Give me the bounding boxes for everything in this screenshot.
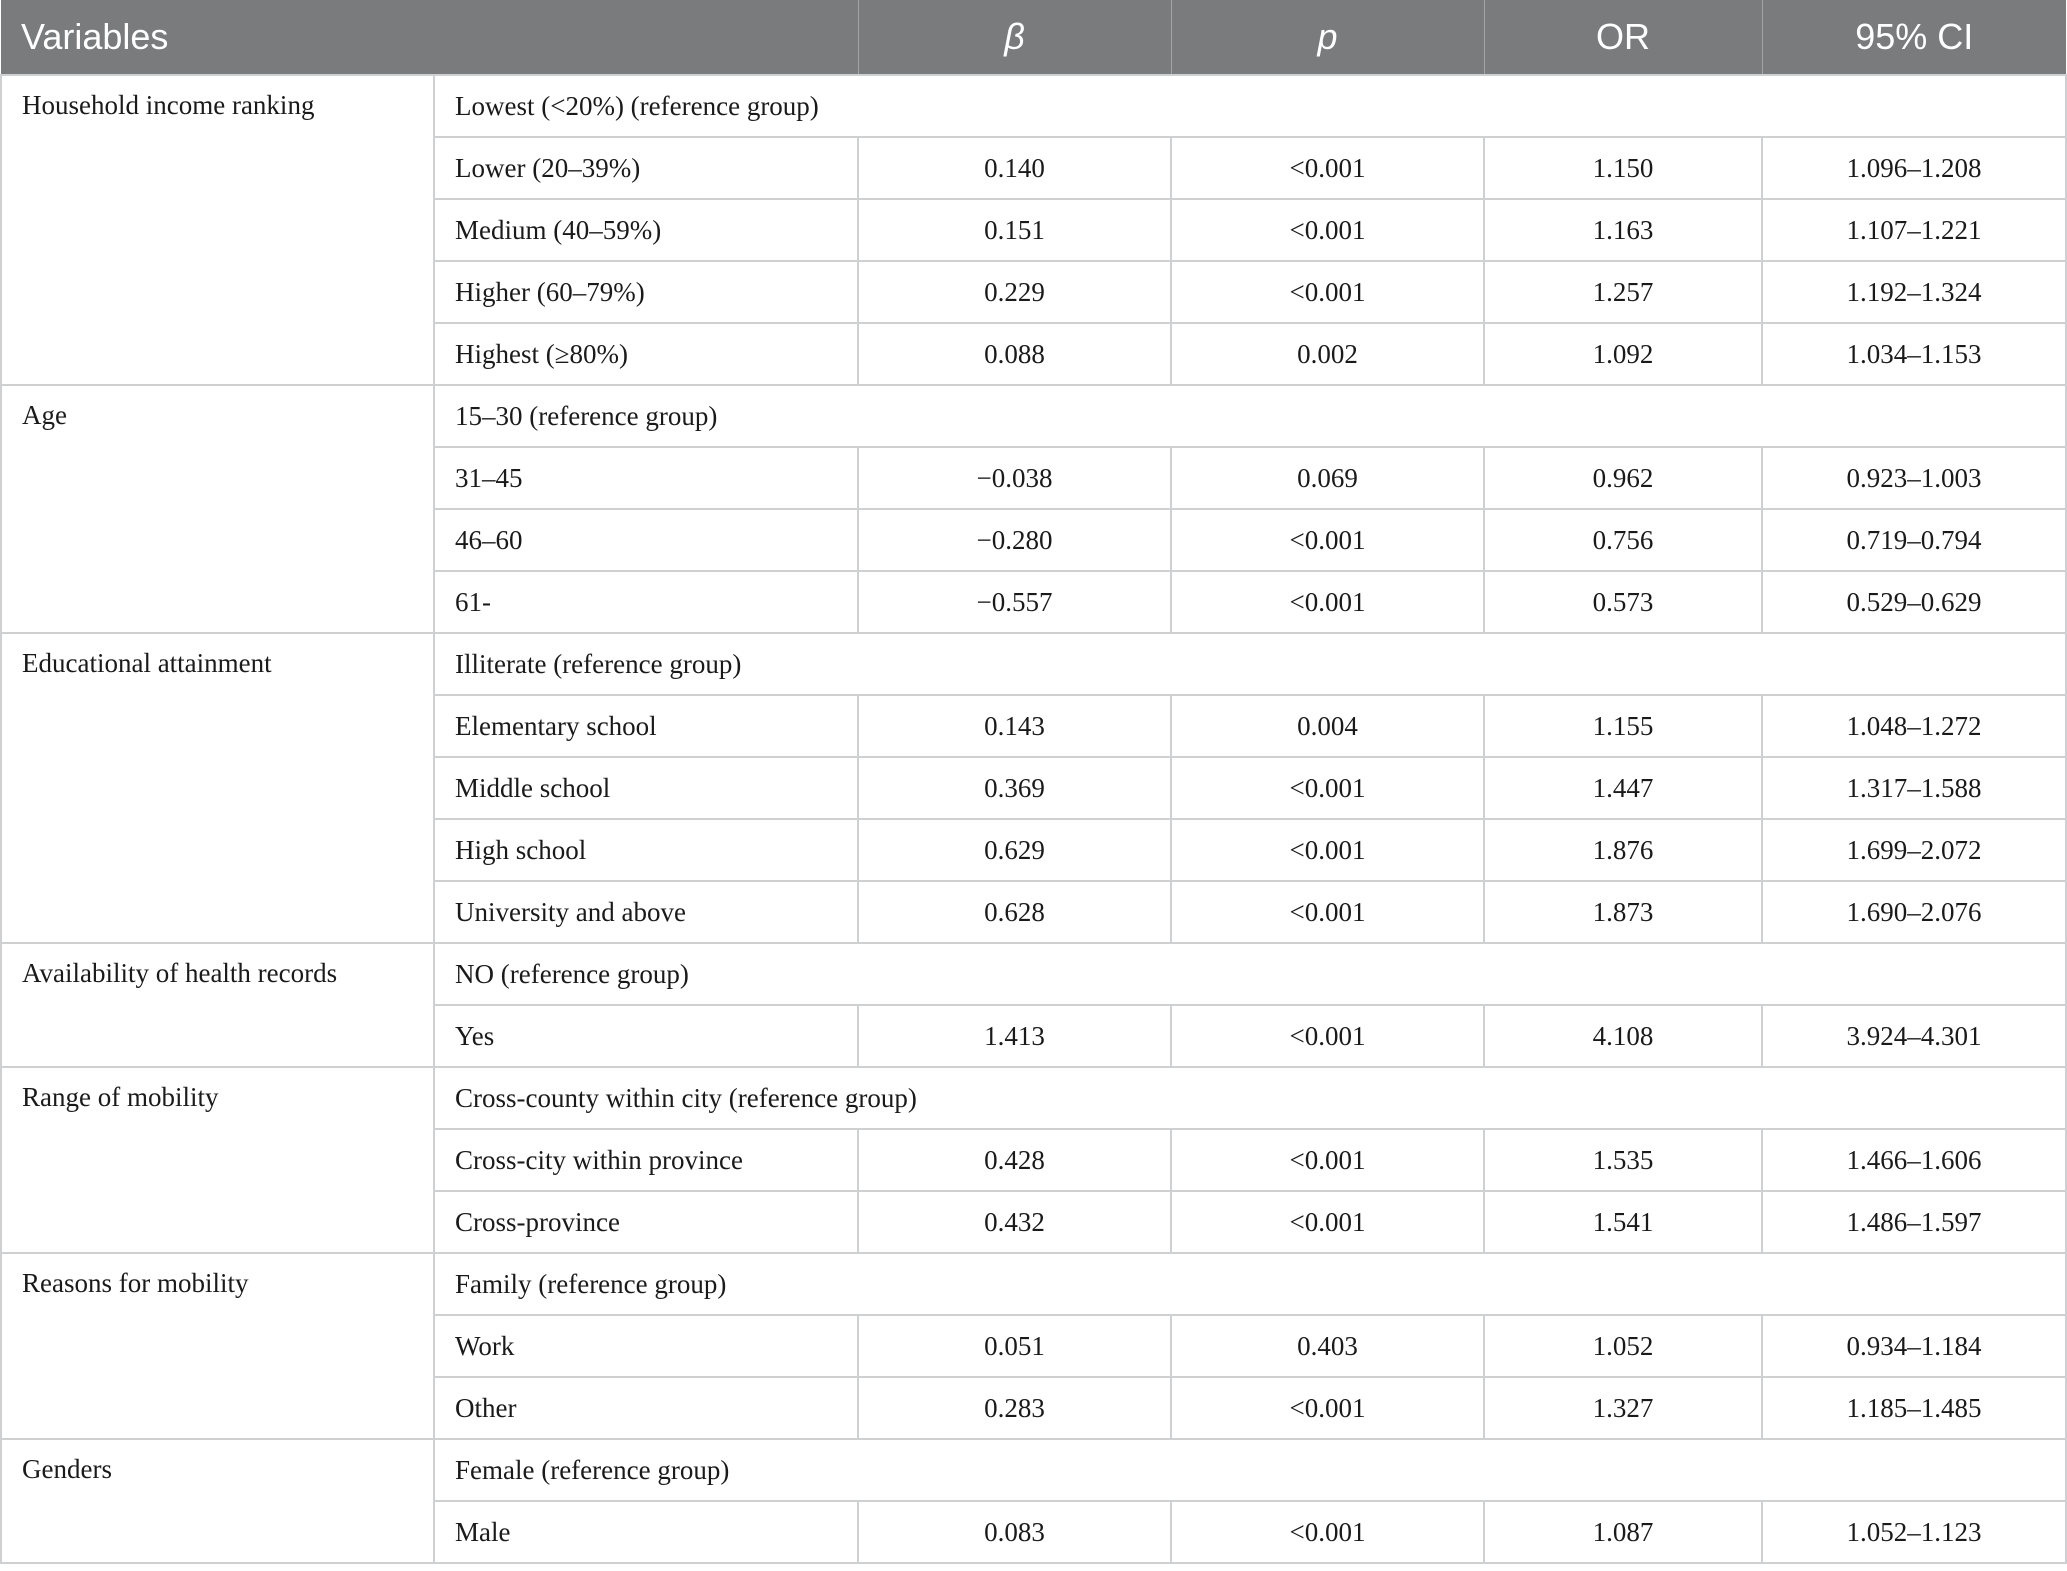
odds-ratio-cell: 0.962 [1484,447,1762,509]
p-value-cell: <0.001 [1171,1005,1484,1067]
confidence-interval-cell: 1.048–1.272 [1762,695,2066,757]
category-cell: 61- [434,571,858,633]
odds-ratio-cell: 1.541 [1484,1191,1762,1253]
category-cell: Lower (20–39%) [434,137,858,199]
beta-cell: 0.143 [858,695,1171,757]
p-value-cell: <0.001 [1171,757,1484,819]
variable-name: Range of mobility [1,1067,434,1253]
confidence-interval-cell: 3.924–4.301 [1762,1005,2066,1067]
header-variables: Variables [1,0,858,75]
odds-ratio-cell: 1.447 [1484,757,1762,819]
header-beta: β [858,0,1171,75]
reference-group: Lowest (<20%) (reference group) [434,75,2066,137]
confidence-interval-cell: 1.096–1.208 [1762,137,2066,199]
confidence-interval-cell: 1.486–1.597 [1762,1191,2066,1253]
p-value-cell: <0.001 [1171,1377,1484,1439]
confidence-interval-cell: 1.107–1.221 [1762,199,2066,261]
odds-ratio-cell: 1.150 [1484,137,1762,199]
confidence-interval-cell: 1.034–1.153 [1762,323,2066,385]
p-value-cell: <0.001 [1171,571,1484,633]
odds-ratio-cell: 1.257 [1484,261,1762,323]
category-cell: Higher (60–79%) [434,261,858,323]
p-value-cell: <0.001 [1171,1501,1484,1563]
category-cell: University and above [434,881,858,943]
p-value-cell: 0.403 [1171,1315,1484,1377]
odds-ratio-cell: 1.087 [1484,1501,1762,1563]
confidence-interval-cell: 0.529–0.629 [1762,571,2066,633]
p-value-cell: <0.001 [1171,881,1484,943]
reference-row [1,1067,2066,1129]
confidence-interval-cell: 1.466–1.606 [1762,1129,2066,1191]
beta-cell: 0.629 [858,819,1171,881]
confidence-interval-cell: 0.719–0.794 [1762,509,2066,571]
odds-ratio-cell: 0.756 [1484,509,1762,571]
variable-name: Availability of health records [1,943,434,1067]
p-value-cell: <0.001 [1171,261,1484,323]
confidence-interval-cell: 1.185–1.485 [1762,1377,2066,1439]
confidence-interval-cell: 1.192–1.324 [1762,261,2066,323]
beta-cell: 0.628 [858,881,1171,943]
category-cell: Other [434,1377,858,1439]
odds-ratio-cell: 4.108 [1484,1005,1762,1067]
variable-name: Age [1,385,434,633]
category-cell: 46–60 [434,509,858,571]
confidence-interval-cell: 1.052–1.123 [1762,1501,2066,1563]
p-value-cell: <0.001 [1171,509,1484,571]
reference-group: Cross-county within city (reference group) [434,1067,2066,1129]
p-value-cell: 0.002 [1171,323,1484,385]
odds-ratio-cell: 0.573 [1484,571,1762,633]
confidence-interval-cell: 1.699–2.072 [1762,819,2066,881]
reference-row [1,943,2066,1005]
beta-cell: 0.088 [858,323,1171,385]
odds-ratio-cell: 1.873 [1484,881,1762,943]
category-cell: Highest (≥80%) [434,323,858,385]
reference-group: NO (reference group) [434,943,2066,1005]
header-ci: 95% CI [1762,0,2066,75]
odds-ratio-cell: 1.876 [1484,819,1762,881]
beta-cell: 0.369 [858,757,1171,819]
reference-row [1,75,2066,137]
p-value-cell: <0.001 [1171,819,1484,881]
beta-cell: −0.038 [858,447,1171,509]
variable-name: Educational attainment [1,633,434,943]
variable-name: Household income ranking [1,75,434,385]
confidence-interval-cell: 1.317–1.588 [1762,757,2066,819]
beta-cell: −0.280 [858,509,1171,571]
beta-cell: 0.051 [858,1315,1171,1377]
beta-cell: 0.283 [858,1377,1171,1439]
category-cell: Yes [434,1005,858,1067]
p-value-cell: 0.004 [1171,695,1484,757]
odds-ratio-cell: 1.327 [1484,1377,1762,1439]
variable-name: Genders [1,1439,434,1563]
p-value-cell: <0.001 [1171,137,1484,199]
category-cell: High school [434,819,858,881]
variable-name: Reasons for mobility [1,1253,434,1439]
odds-ratio-cell: 1.052 [1484,1315,1762,1377]
reference-row [1,1253,2066,1315]
beta-cell: 0.229 [858,261,1171,323]
header-row [1,0,2066,75]
beta-cell: 1.413 [858,1005,1171,1067]
reference-group: Family (reference group) [434,1253,2066,1315]
beta-cell: 0.083 [858,1501,1171,1563]
odds-ratio-cell: 1.163 [1484,199,1762,261]
p-value-cell: <0.001 [1171,1191,1484,1253]
beta-cell: 0.140 [858,137,1171,199]
beta-cell: −0.557 [858,571,1171,633]
category-cell: Elementary school [434,695,858,757]
category-cell: Middle school [434,757,858,819]
beta-cell: 0.151 [858,199,1171,261]
category-cell: 31–45 [434,447,858,509]
confidence-interval-cell: 0.923–1.003 [1762,447,2066,509]
category-cell: Work [434,1315,858,1377]
reference-group: Female (reference group) [434,1439,2066,1501]
reference-group: Illiterate (reference group) [434,633,2066,695]
category-cell: Cross-city within province [434,1129,858,1191]
header-p: p [1171,0,1484,75]
confidence-interval-cell: 0.934–1.184 [1762,1315,2066,1377]
category-cell: Male [434,1501,858,1563]
odds-ratio-cell: 1.535 [1484,1129,1762,1191]
reference-row [1,385,2066,447]
category-cell: Cross-province [434,1191,858,1253]
beta-cell: 0.432 [858,1191,1171,1253]
header-or: OR [1484,0,1762,75]
reference-group: 15–30 (reference group) [434,385,2066,447]
odds-ratio-cell: 1.092 [1484,323,1762,385]
reference-row [1,633,2066,695]
p-value-cell: <0.001 [1171,199,1484,261]
confidence-interval-cell: 1.690–2.076 [1762,881,2066,943]
odds-ratio-cell: 1.155 [1484,695,1762,757]
table-body [1,75,2066,1563]
beta-cell: 0.428 [858,1129,1171,1191]
p-value-cell: 0.069 [1171,447,1484,509]
category-cell: Medium (40–59%) [434,199,858,261]
reference-row [1,1439,2066,1501]
p-value-cell: <0.001 [1171,1129,1484,1191]
